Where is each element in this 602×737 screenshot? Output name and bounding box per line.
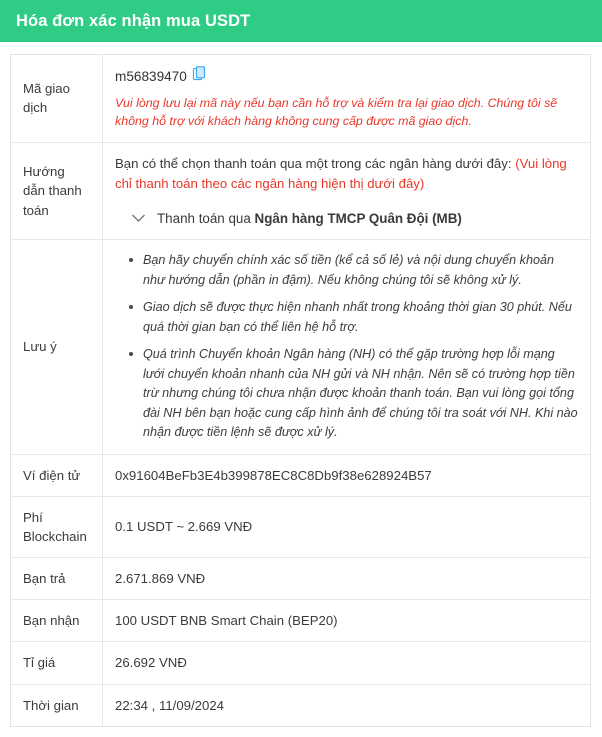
bank-accordion[interactable]: [115, 209, 578, 228]
payment-guide-text-red: (Vui lòng chỉ thanh toán theo các ngân hàng hiện thị dưới đây): [115, 155, 567, 192]
blockchain-fee-value: 0.1 USDT ~ 2.669 VNĐ: [115, 519, 253, 535]
payment-guide-text: [115, 154, 578, 195]
payment-guide-cell: [103, 142, 591, 239]
transaction-warning: Vui lòng lưu lại mã này nếu bạn cần hỗ trợ và kiểm tra lại giao dịch. Chúng tôi sẽ không hỗ trợ với khách hàng không cung cấp được mã giao dịch.: [115, 95, 558, 129]
time-label: Thời gian: [11, 684, 103, 726]
transaction-value-cell: [103, 55, 591, 143]
table-row: [11, 642, 591, 684]
you-pay-label: Bạn trả: [11, 558, 103, 600]
table-row: [11, 600, 591, 642]
notes-list: [115, 251, 578, 443]
page-header: [0, 0, 602, 42]
transaction-label: Mã giao dịch: [11, 55, 103, 143]
payment-guide-label: Hướng dẫn thanh toán: [11, 142, 103, 239]
bank-name: Ngân hàng TMCP Quân Đội (MB): [254, 210, 462, 226]
notes-cell: [103, 240, 591, 455]
bank-label: [157, 209, 462, 228]
table-row: [11, 454, 591, 496]
payment-guide-text-black: Bạn có thể chọn thanh toán qua một trong các ngân hàng dưới đây:: [115, 155, 516, 171]
list-item: Giao dịch sẽ được thực hiện nhanh nhất trong khoảng thời gian 30 phút. Nếu quá thời gian bạn có thể liên hệ hỗ trợ.: [133, 298, 578, 337]
wallet-address: 0x91604BeFb3E4b399878EC8C8Db9f38e628924B57: [115, 467, 432, 483]
you-pay-value: 2.671.869 VNĐ: [115, 571, 206, 587]
copy-icon[interactable]: [193, 66, 206, 86]
transaction-code: m56839470: [115, 68, 187, 84]
table-row: [11, 142, 591, 239]
invoice-table: [10, 54, 591, 727]
rate-label: Tỉ giá: [11, 642, 103, 684]
you-receive-value: 100 USDT BNB Smart Chain (BEP20): [115, 613, 338, 629]
chevron-down-icon[interactable]: [127, 213, 149, 223]
time-value: 22:34 , 11/09/2024: [115, 697, 225, 713]
list-item: Quá trình Chuyển khoản Ngân hàng (NH) có thể gặp trường hợp lỗi mạng lưới chuyển khoản nhanh của NH gửi và NH nhận. Nên sẽ có trường hợp tiền trừ nhưng chúng tôi chưa nhận được khoản thanh toán. Bạn vui lòng gọi tổng đài NH bên bạn hoặc cung cấp hình ảnh để chúng tôi tra soát với NH. Khi nào nhận được tiền lệnh sẽ được xử lý.: [133, 345, 578, 443]
table-row: [11, 240, 591, 455]
wallet-label: Ví điện tử: [11, 454, 103, 496]
you-receive-label: Bạn nhận: [11, 600, 103, 642]
notes-label: Lưu ý: [11, 240, 103, 455]
page-title: Hóa đơn xác nhận mua USDT: [16, 11, 251, 30]
bank-prefix: Thanh toán qua: [157, 210, 255, 226]
blockchain-fee-label: Phí Blockchain: [11, 496, 103, 557]
rate-value: 26.692 VNĐ: [115, 655, 187, 671]
list-item: Bạn hãy chuyển chính xác số tiền (kể cả số lẻ) và nội dung chuyển khoản như hướng dẫn (phần in đậm). Nếu không chúng tôi sẽ không xử lý.: [133, 251, 578, 290]
table-row: [11, 684, 591, 726]
table-row: [11, 496, 591, 557]
invoice-body: [0, 42, 602, 737]
table-row: [11, 558, 591, 600]
table-row: [11, 55, 591, 143]
